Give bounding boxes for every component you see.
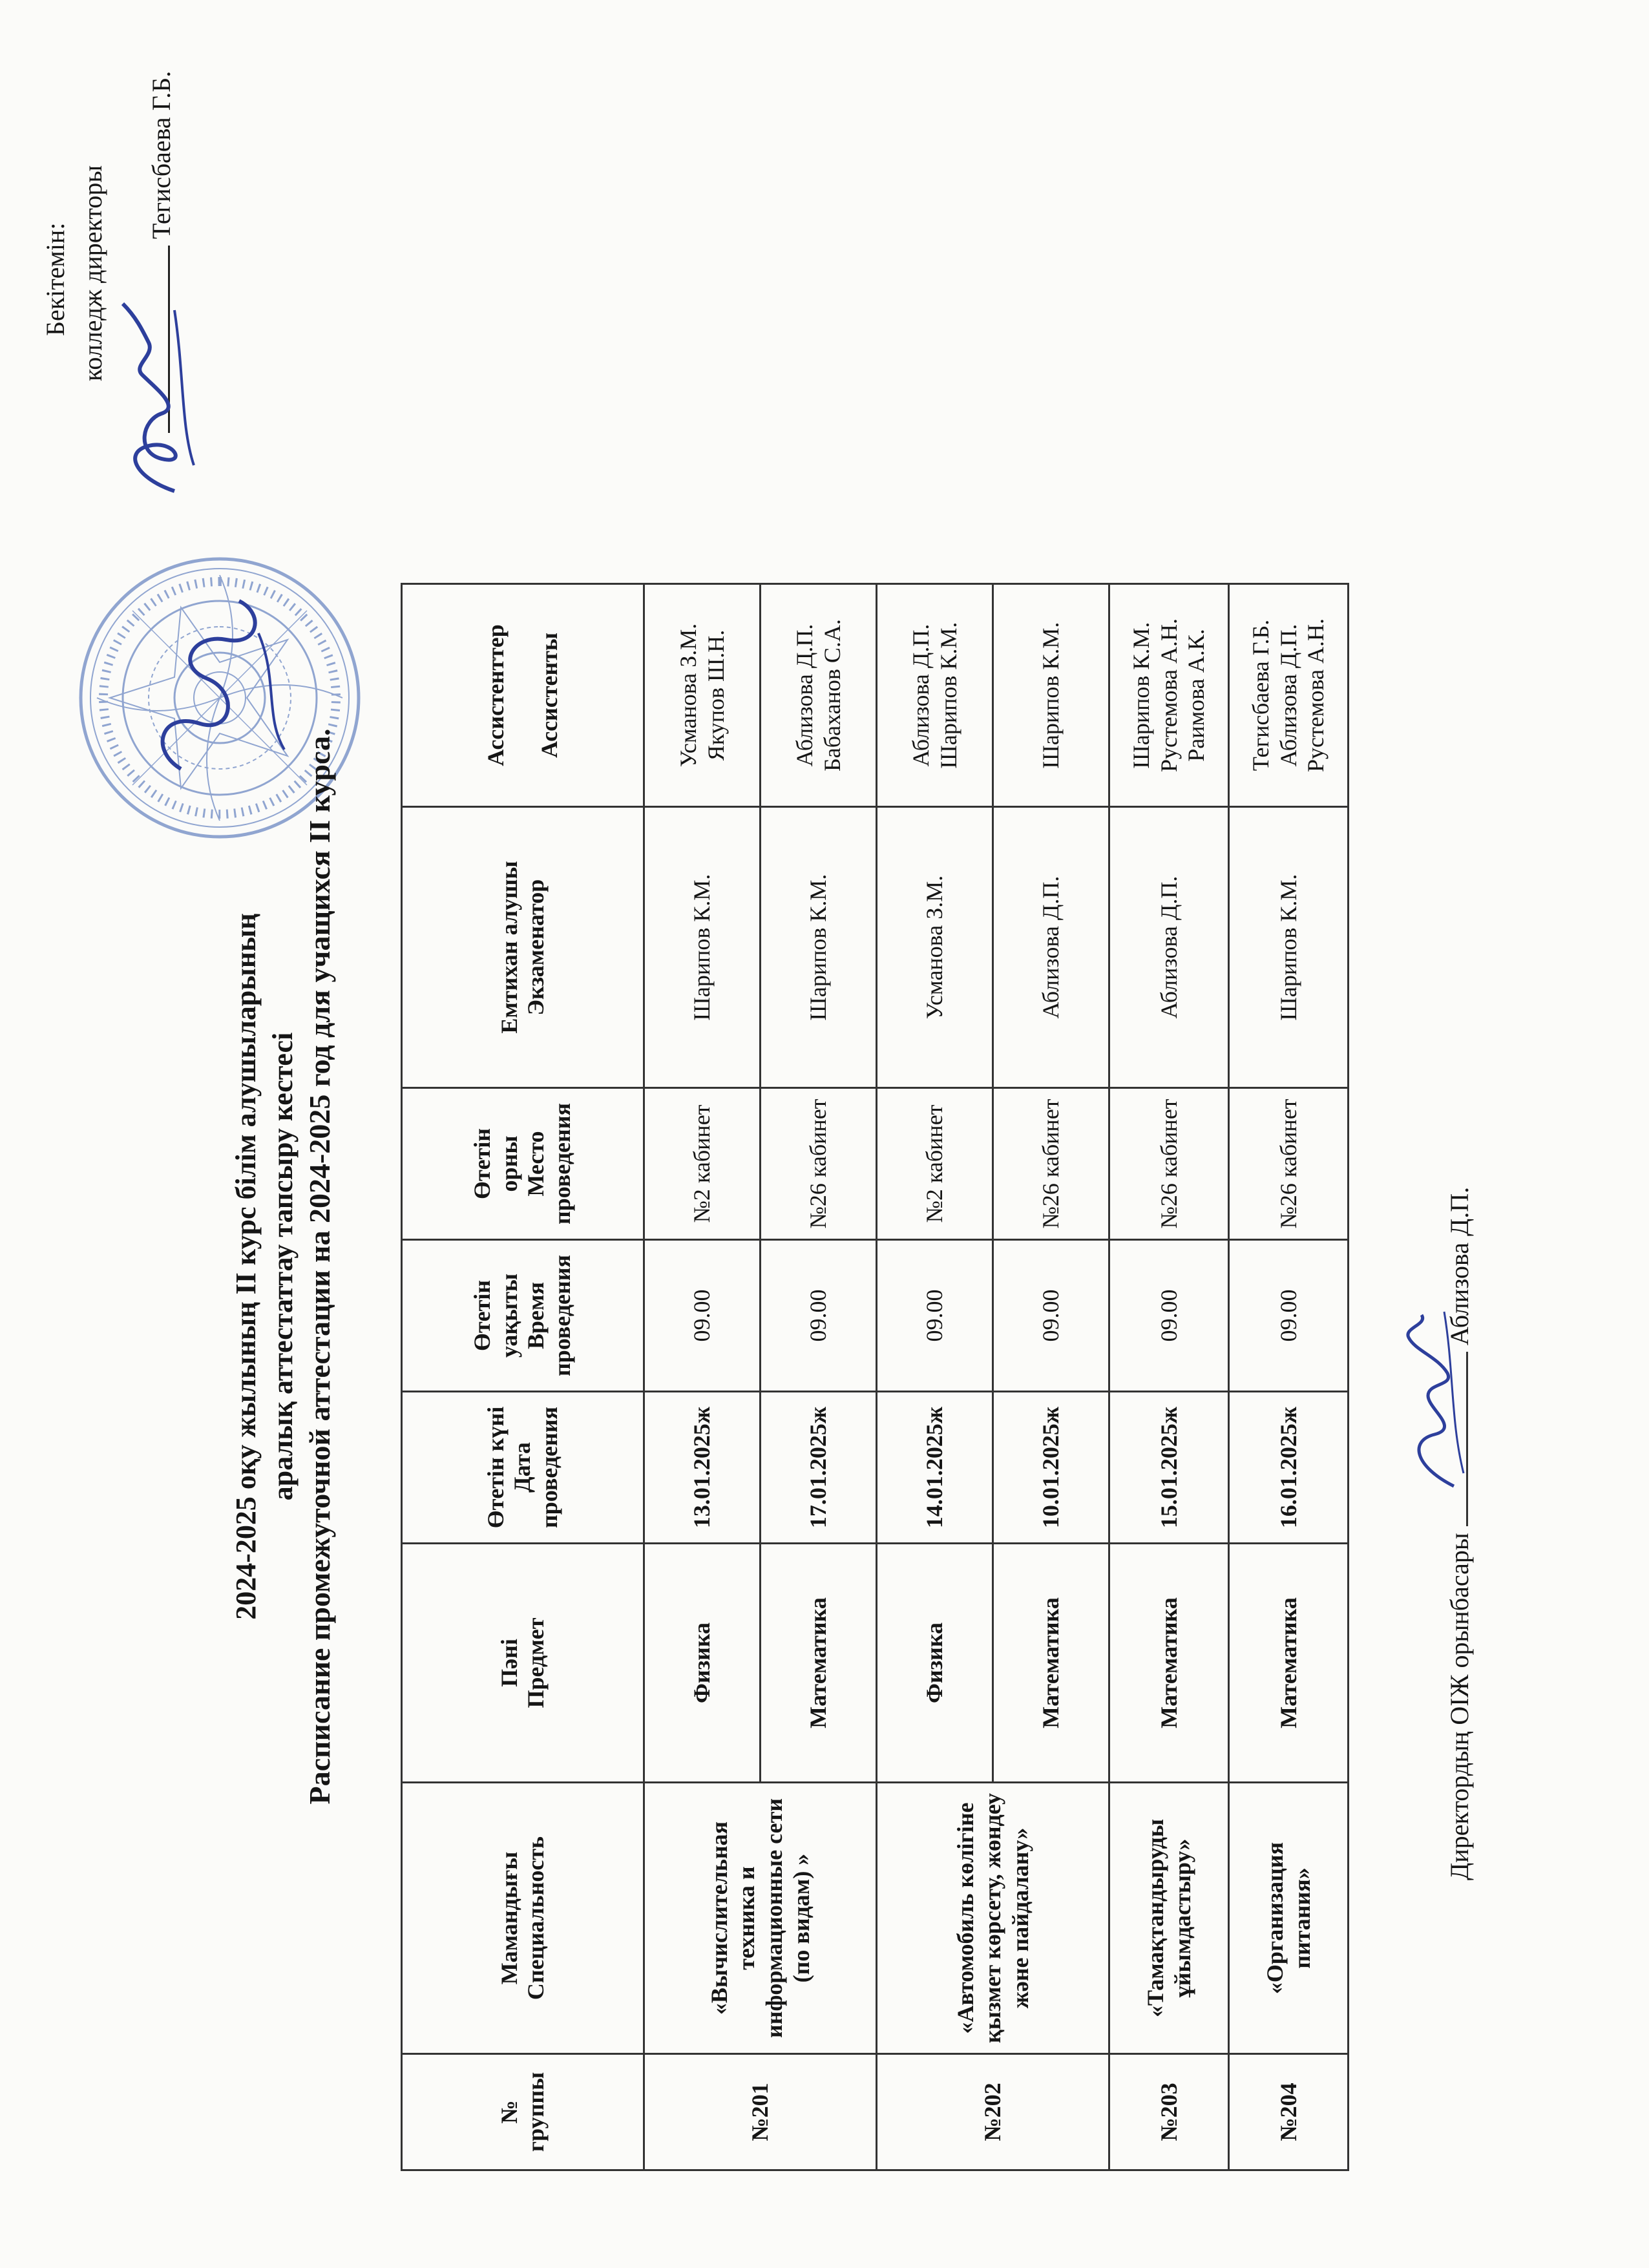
deputy-role: Директордың ОІЖ орынбасары [1445,1533,1474,1880]
deputy-signature-line [1444,1187,1475,1880]
exam-subject: Математика [761,1544,877,1783]
exam-assistants: Аблизова Д.П. Шарипов К.М. [877,584,993,807]
title-line-kazakh-2: аралық аттестаттау тапсыру кестесі [267,1032,299,1501]
header-time: Өтетін уақыты Время проведения [402,1240,644,1392]
header-group: № группы [402,2054,644,2170]
group-specialty: «Организация питания» [1229,1783,1349,2054]
exam-subject: Физика [877,1544,993,1783]
title-line-kazakh: 2024-2025 оқу жылының II курс білім алушыларының [230,913,262,1620]
exam-subject: Математика [1229,1544,1349,1783]
exam-date: 14.01.2025ж [877,1392,993,1544]
approval-name: Тегисбаева Г.Б. [147,70,176,239]
director-signature-icon [97,297,213,504]
exam-place: №26 кабинет [1229,1088,1349,1240]
exam-place: №2 кабинет [877,1088,993,1240]
exam-schedule-table [401,583,1349,2171]
exam-examiner: Шарипов К.М. [1229,807,1349,1088]
header-specialty: Мамандығы Специальность [402,1783,644,2054]
table-header-row [402,584,644,2170]
deputy-name: Аблизова Д.П. [1445,1186,1474,1346]
exam-subject: Математика [993,1544,1109,1783]
deputy-signature-icon [1389,1305,1480,1499]
exam-subject: Физика [644,1544,761,1783]
exam-assistants: Шарипов К.М. Рустемова А.Н. Раимова А.К. [1109,584,1229,807]
exam-examiner: Аблизова Д.П. [1109,807,1229,1088]
table-row [877,584,993,2170]
header-assistants: Ассистенттер Ассистенты [402,584,644,807]
exam-date: 15.01.2025ж [1109,1392,1229,1544]
exam-date: 16.01.2025ж [1229,1392,1349,1544]
exam-examiner: Шарипов К.М. [761,807,877,1088]
title-line-russian: Расписание промежуточной аттестации на 2024-2025 год для учащихся II курса. [303,728,336,1805]
exam-examiner: Шарипов К.М. [644,807,761,1088]
group-number: №204 [1229,2054,1349,2170]
table-row [644,584,761,2170]
exam-subject: Математика [1109,1544,1229,1783]
exam-assistants: Аблизова Д.П. Бабаханов С.А. [761,584,877,807]
exam-assistants: Шарипов К.М. [993,584,1109,807]
exam-date: 10.01.2025ж [993,1392,1109,1544]
group-number: №203 [1109,2054,1229,2170]
exam-time: 09.00 [993,1240,1109,1392]
group-number: №201 [644,2054,877,2170]
exam-examiner: Усманова З.М. [877,807,993,1088]
exam-date: 17.01.2025ж [761,1392,877,1544]
group-number: №202 [877,2054,1109,2170]
table-row [1109,584,1229,2170]
exam-time: 09.00 [1109,1240,1229,1392]
table-row [1229,584,1349,2170]
exam-assistants: Тегисбаева Г.Б. Аблизова Д.П. Рустемова А.Н. [1229,584,1349,807]
group-specialty: «Автомобиль көлігіне қызмет көрсету, жөндеу және пайдалану» [877,1783,1109,2054]
approval-label: Бекітемін: [41,222,70,336]
exam-time: 09.00 [1229,1240,1349,1392]
exam-place: №26 кабинет [993,1088,1109,1240]
exam-place: №2 кабинет [644,1088,761,1240]
header-examiner: Емтихан алушы Экзаменатор [402,807,644,1088]
group-specialty: «Тамақтандыруды ұйымдастыру» [1109,1783,1229,2054]
exam-examiner: Аблизова Д.П. [993,807,1109,1088]
header-date: Өтетін күні Дата проведения [402,1392,644,1544]
header-place: Өтетін орны Место проведения [402,1088,644,1240]
exam-place: №26 кабинет [761,1088,877,1240]
exam-time: 09.00 [761,1240,877,1392]
exam-time: 09.00 [644,1240,761,1392]
group-specialty: «Вычислительная техника и информационные сети (по видам) » [644,1783,877,2054]
approval-position: колледж директоры [78,165,107,381]
exam-date: 13.01.2025ж [644,1392,761,1544]
exam-place: №26 кабинет [1109,1088,1229,1240]
exam-assistants: Усманова З.М. Якупов Ш.Н. [644,584,761,807]
exam-time: 09.00 [877,1240,993,1392]
header-subject: Пәні Предмет [402,1544,644,1783]
